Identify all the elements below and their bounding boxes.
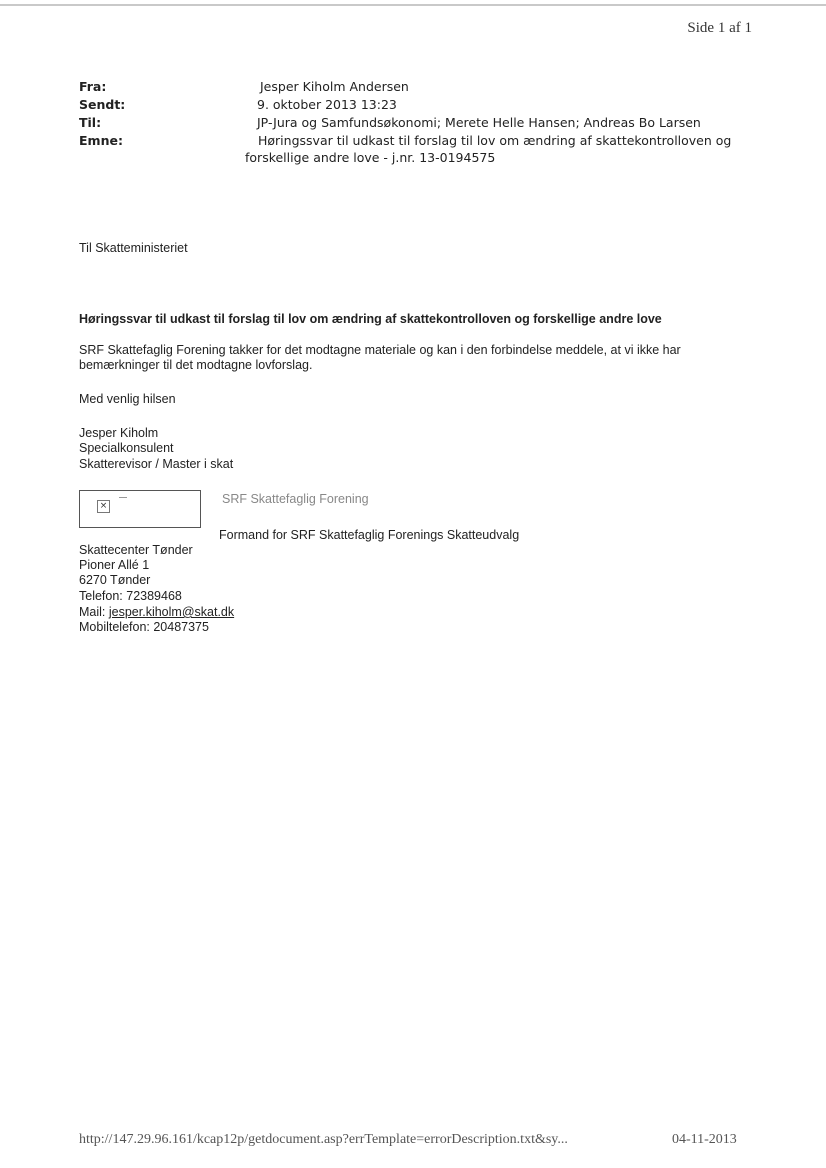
broken-image-caption [119, 497, 127, 498]
signature-logo-placeholder [79, 490, 201, 528]
signature-mobile: Mobiltelefon: 20487375 [79, 620, 209, 634]
footer-date: 04-11-2013 [672, 1132, 737, 1147]
top-rule [0, 4, 826, 6]
broken-image-icon: × [97, 500, 110, 513]
signature-phone: Telefon: 72389468 [79, 589, 182, 603]
message-heading: Høringssvar til udkast til forslag til lov om ændring af skattekontrolloven og forskellige andre love [79, 312, 662, 326]
signature-name: Jesper Kiholm [79, 426, 159, 440]
subject-value: Høringssvar til udkast til forslag til lov om ændring af skattekontrolloven og [258, 133, 732, 148]
signature-role: Skatterevisor / Master i skat [79, 457, 234, 471]
message-paragraph-line-2: bemærkninger til det modtagne lovforslag. [79, 358, 313, 372]
signature-office: Skattecenter Tønder [79, 543, 193, 557]
from-value: Jesper Kiholm Andersen [260, 79, 409, 94]
signature-title: Specialkonsulent [79, 441, 174, 455]
signature-mail-row [79, 605, 234, 619]
to-label: Til: [79, 115, 102, 130]
signature-city: 6270 Tønder [79, 573, 151, 587]
signature-street: Pioner Allé 1 [79, 558, 150, 572]
closing-line: Med venlig hilsen [79, 392, 176, 406]
subject-value-continued: forskellige andre love - j.nr. 13-0194575 [245, 150, 496, 165]
signature-mail-link[interactable]: jesper.kiholm@skat.dk [108, 605, 235, 619]
footer-url: http://147.29.96.161/kcap12p/getdocument.asp?errTemplate=errorDescription.txt&sy... [79, 1132, 568, 1147]
to-value: JP-Jura og Samfundsøkonomi; Merete Helle Hansen; Andreas Bo Larsen [257, 115, 701, 130]
recipient-line: Til Skatteministeriet [79, 241, 188, 255]
sent-value: 9. oktober 2013 13:23 [257, 97, 397, 112]
signature-org-role: Formand for SRF Skattefaglig Forenings Skatteudvalg [219, 528, 520, 542]
subject-label: Emne: [79, 133, 123, 148]
from-label: Fra: [79, 79, 107, 94]
sent-label: Sendt: [79, 97, 126, 112]
page-number: Side 1 af 1 [687, 20, 752, 36]
signature-org-name: SRF Skattefaglig Forening [222, 492, 369, 506]
message-paragraph-line-1: SRF Skattefaglig Forening takker for det modtagne materiale og kan i den forbindelse meddele, at vi ikke har [79, 343, 681, 357]
signature-mail-label: Mail: [79, 605, 109, 619]
